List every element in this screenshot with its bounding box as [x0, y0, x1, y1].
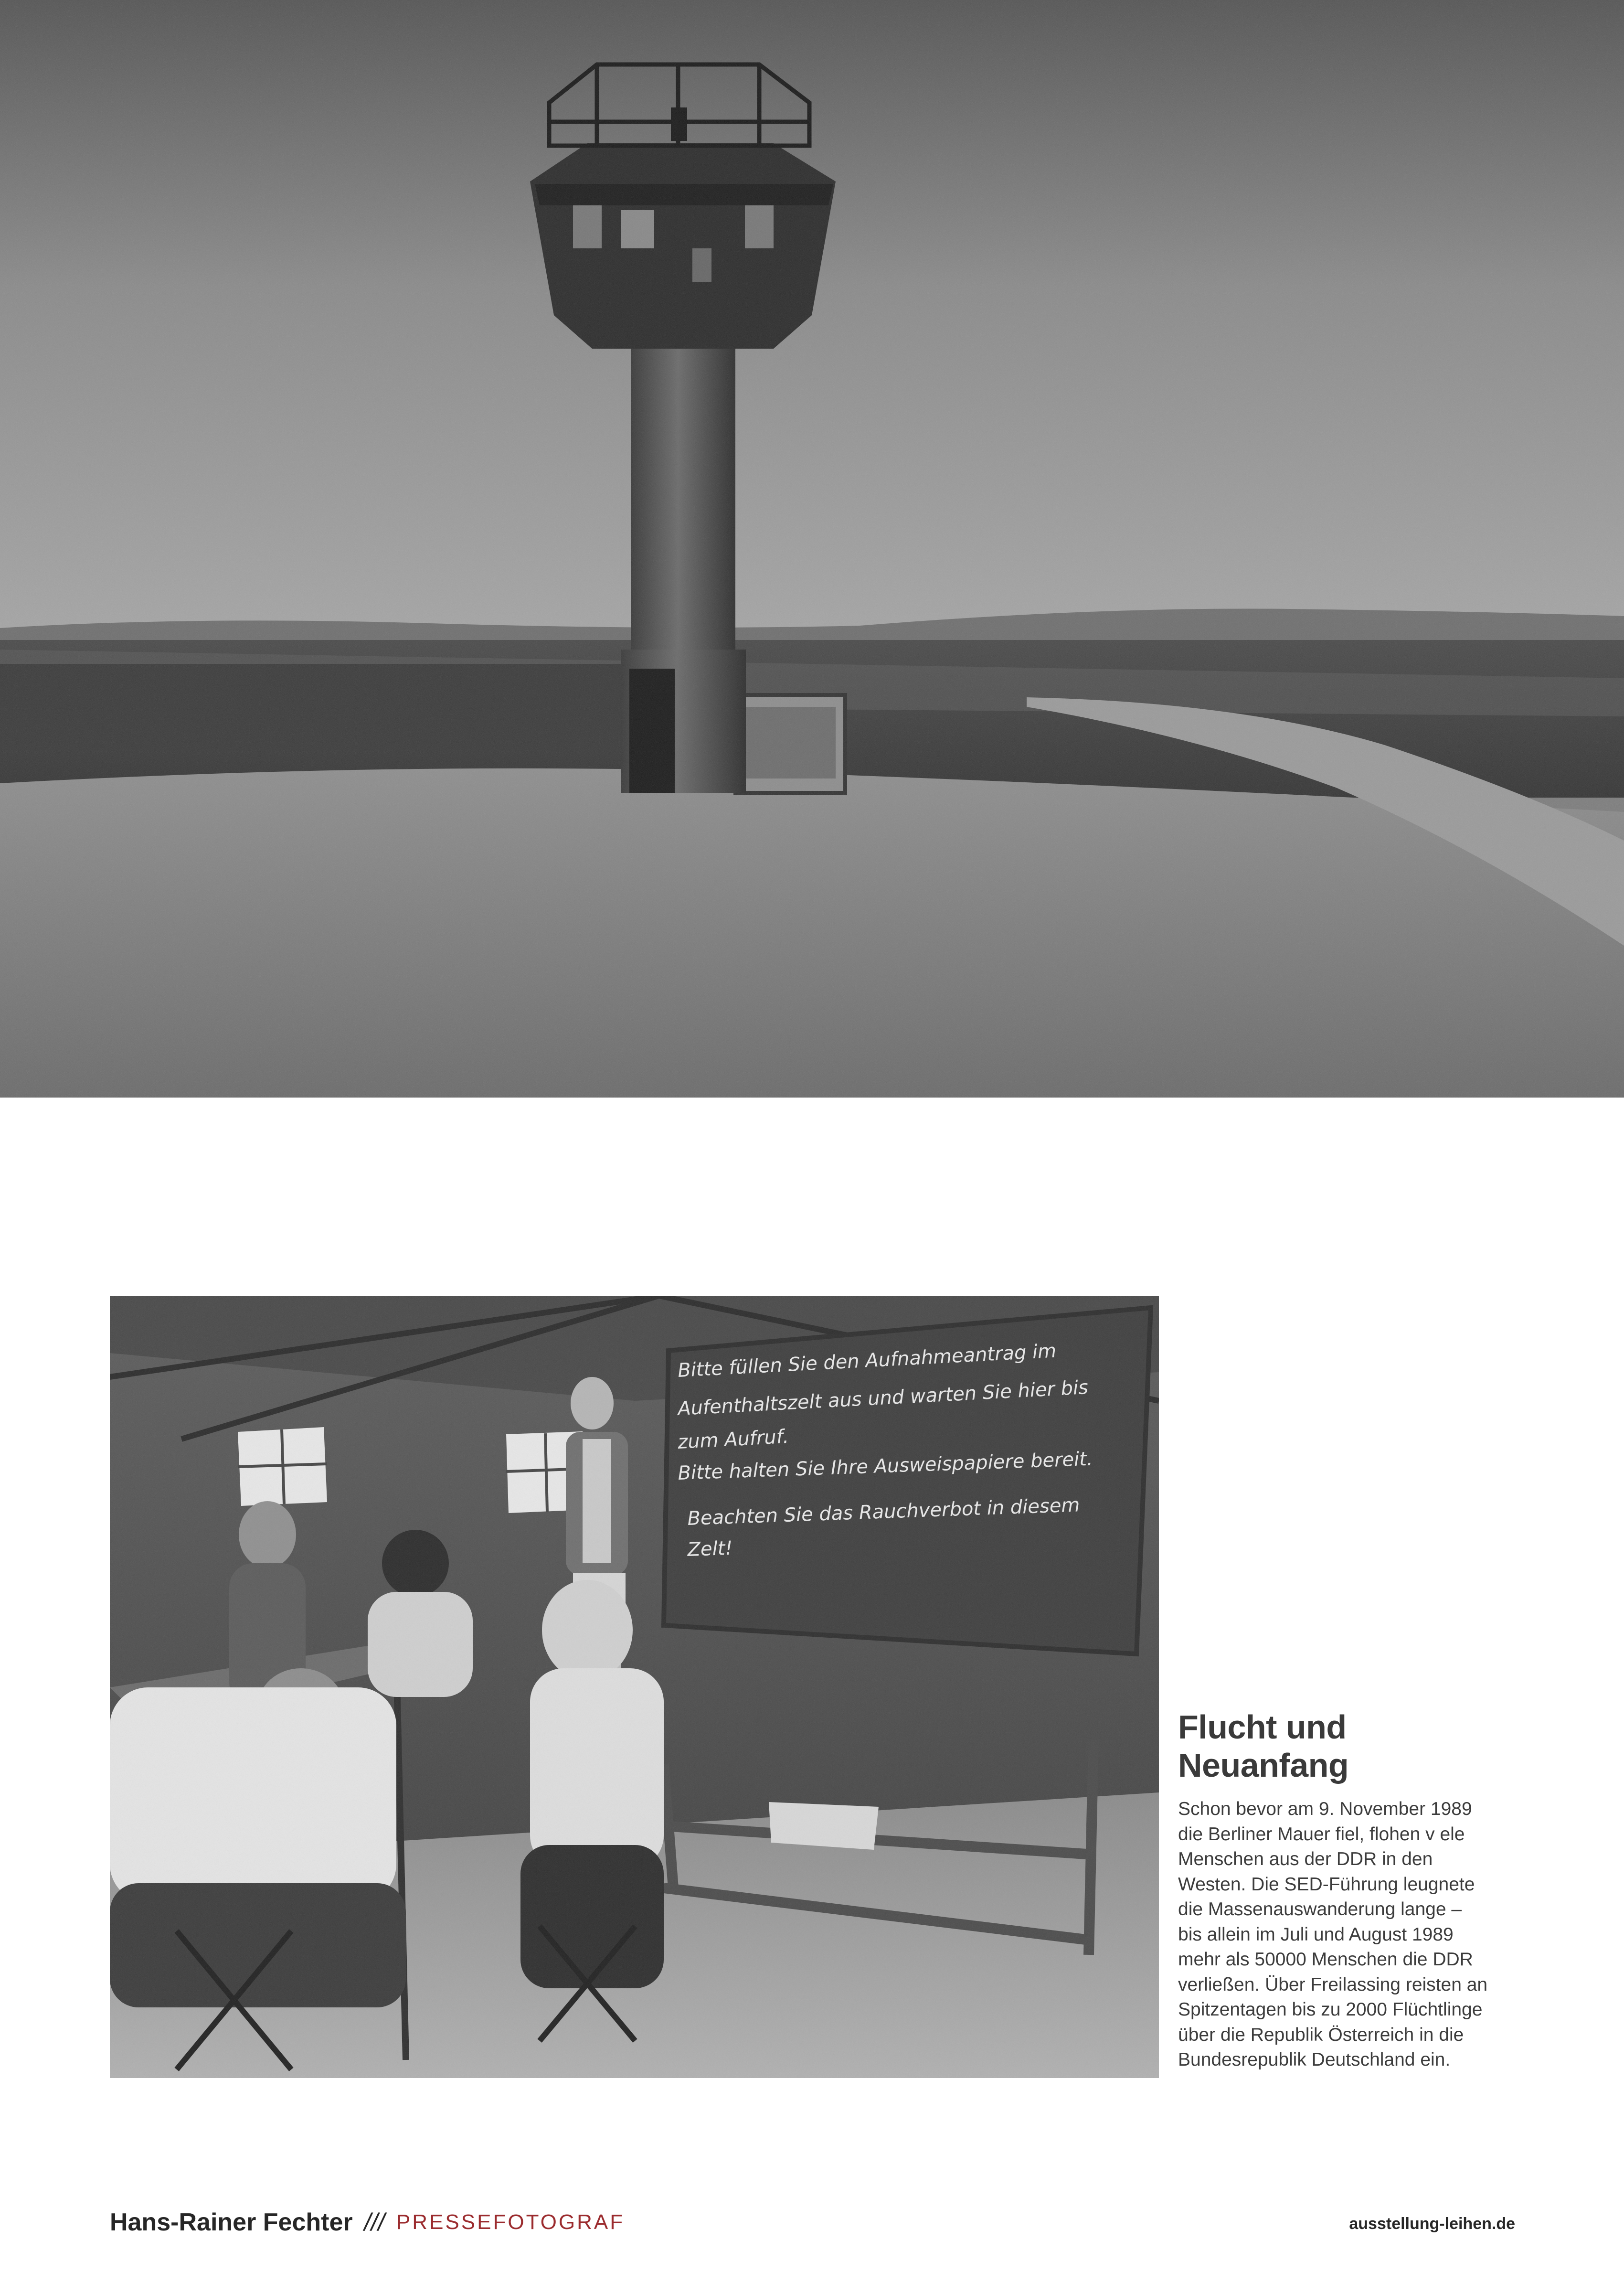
caption-title-line: Flucht und [1178, 1708, 1347, 1746]
photographer-role: PRESSEFOTOGRAF [396, 2210, 625, 2234]
caption-body-line: Menschen aus der DDR in den [1178, 1849, 1433, 1869]
watchtower-photo [0, 0, 1624, 1098]
footer-separator: /// [364, 2208, 385, 2236]
caption-body-line: über die Republik Österreich in die [1178, 2024, 1464, 2045]
caption-body-line: bis allein im Juli und August 1989 [1178, 1924, 1454, 1945]
caption-body-line: die Berliner Mauer fiel, flohen v ele [1178, 1824, 1465, 1845]
refugee-tent-photo [110, 1296, 1159, 2078]
caption-title-line: Neuanfang [1178, 1747, 1349, 1784]
caption-body [1178, 1797, 1522, 2073]
caption-body-line: Spitzentagen bis zu 2000 Flüchtlinge [1178, 1999, 1483, 2020]
caption-body-line: Schon bevor am 9. November 1989 [1178, 1799, 1472, 1819]
footer-credit [110, 2206, 625, 2239]
website-link[interactable]: ausstellung-leihen.de [1349, 2214, 1515, 2233]
caption [1178, 1708, 1522, 2073]
caption-body-line: verließen. Über Freilassing reisten an [1178, 1974, 1488, 1995]
caption-body-line: mehr als 50000 Menschen die DDR [1178, 1949, 1473, 1970]
caption-body-line: Westen. Die SED-Führung leugnete [1178, 1874, 1475, 1895]
photographer-name: Hans-Rainer Fechter [110, 2208, 353, 2236]
caption-body-line: die Massenauswanderung lange – [1178, 1899, 1462, 1920]
caption-title [1178, 1708, 1522, 1784]
caption-body-line: Bundesrepublik Deutschland ein. [1178, 2049, 1451, 2070]
